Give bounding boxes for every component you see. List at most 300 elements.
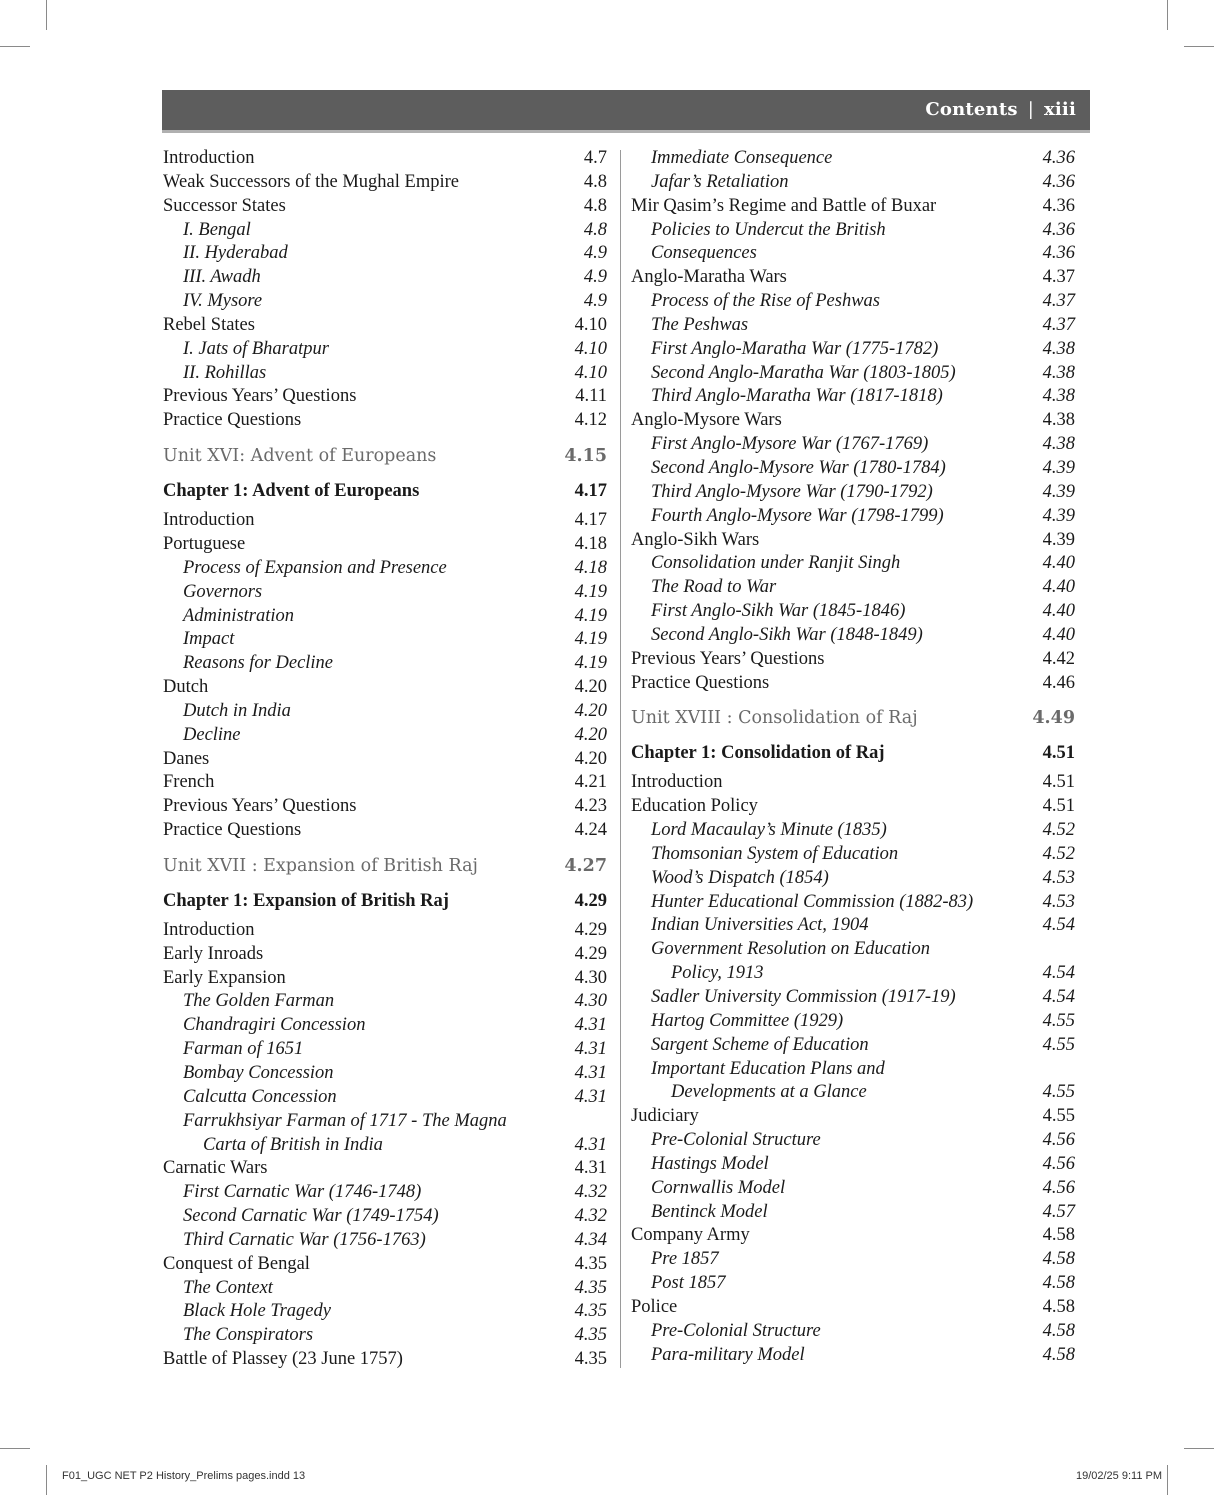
- toc-entry-page: 4.23: [574, 796, 607, 817]
- toc-entry: [163, 943, 607, 967]
- toc-entry-page: 4.35: [574, 1349, 607, 1370]
- toc-entry-page: 4.54: [1042, 987, 1075, 1007]
- toc-entry: [163, 967, 607, 991]
- toc-entry-title: II. Rohillas: [183, 362, 267, 383]
- toc-entry: [163, 795, 607, 819]
- toc-entry-page: 4.54: [1042, 963, 1075, 984]
- toc-entry-title: I. Bengal: [183, 219, 251, 240]
- toc-entry-page: 4.20: [574, 748, 607, 769]
- toc-entry-title: Cornwallis Model: [651, 1177, 786, 1198]
- toc-entry-title: Introduction: [163, 919, 255, 940]
- toc-entry: [631, 962, 1075, 986]
- header-title: Contents: [925, 99, 1018, 120]
- toc-entry-page: 4.36: [1042, 195, 1075, 216]
- toc-entry-page: 4.35: [574, 1277, 607, 1298]
- toc-entry-page: 4.8: [583, 195, 607, 216]
- toc-entry: [631, 819, 1075, 843]
- toc-entry-page: 4.40: [1042, 601, 1075, 622]
- toc-entry: [163, 1205, 607, 1229]
- toc-entry: [631, 914, 1075, 938]
- toc-entry-title: Conquest of Bengal: [163, 1253, 310, 1274]
- toc-entry-title: Company Army: [631, 1225, 750, 1246]
- toc-entry-page: 4.58: [1042, 1344, 1075, 1365]
- toc-entry-title: Jafar’s Retaliation: [651, 171, 789, 192]
- crop-mark: [1184, 1448, 1214, 1449]
- header-separator: |: [1027, 99, 1034, 120]
- toc-entry-page: 4.37: [1042, 314, 1075, 335]
- toc-entry-page: 4.55: [1042, 1034, 1075, 1055]
- toc-entry: [631, 576, 1075, 600]
- toc-entry-title: Thomsonian System of Education: [651, 843, 899, 864]
- toc-entry: [631, 1177, 1075, 1201]
- toc-entry-page: 4.18: [574, 557, 607, 578]
- toc-entry-page: 4.20: [574, 700, 607, 721]
- toc-entry: [163, 1062, 607, 1086]
- toc-entry: [631, 1034, 1075, 1058]
- toc-entry: [163, 724, 607, 748]
- toc-entry: [631, 1296, 1075, 1320]
- toc-entry-page: 4.52: [1042, 820, 1075, 841]
- toc-entry-title: Farman of 1651: [183, 1039, 304, 1060]
- toc-entry-title: Second Carnatic War (1749-1754): [183, 1206, 439, 1227]
- toc-entry: [163, 362, 607, 386]
- toc-entry-title: Hartog Committee (1929): [651, 1010, 844, 1031]
- toc-entry: [631, 1320, 1075, 1344]
- toc-entry-title: First Anglo-Sikh War (1845-1846): [651, 601, 906, 622]
- toc-entry-page: 4.30: [574, 991, 607, 1012]
- header-page-number: xiii: [1043, 99, 1076, 120]
- toc-entry-title: Carnatic Wars: [163, 1158, 268, 1179]
- toc-entry-page: 4.58: [1042, 1320, 1075, 1341]
- toc-entry-title: Pre 1857: [651, 1249, 719, 1270]
- toc-entry-title: Third Anglo-Mysore War (1790-1792): [651, 481, 933, 502]
- toc-entry-title: Hastings Model: [651, 1153, 769, 1174]
- toc-entry-title: Second Anglo-Mysore War (1780-1784): [651, 457, 946, 478]
- crop-mark: [0, 46, 30, 47]
- toc-entry-title: Indian Universities Act, 1904: [651, 915, 869, 936]
- toc-entry: [163, 676, 607, 700]
- toc-entry-title: Farrukhsiyar Farman of 1717 - The Magna: [183, 1110, 507, 1131]
- toc-entry: [631, 1129, 1075, 1153]
- toc-entry-page: 4.31: [574, 1039, 607, 1060]
- toc-entry-page: 4.38: [1042, 338, 1075, 359]
- toc-entry-title: III. Awadh: [183, 267, 261, 288]
- toc-entry-title: Practice Questions: [631, 672, 770, 693]
- toc-entry-page: 4.40: [1042, 624, 1075, 645]
- toc-entry-page: 4.30: [574, 967, 607, 988]
- toc-entry: [163, 581, 607, 605]
- toc-entry-page: 4.9: [583, 291, 607, 312]
- toc-entry-page: 4.8: [583, 171, 607, 192]
- toc-entry-page: 4.20: [574, 677, 607, 698]
- toc-entry-page: 4.36: [1042, 219, 1075, 240]
- toc-entry-page: 4.19: [574, 653, 607, 674]
- toc-entry-page: 4.39: [1042, 529, 1075, 550]
- toc-entry-title: The Conspirators: [183, 1325, 314, 1346]
- toc-entry-title: First Anglo-Maratha War (1775-1782): [651, 338, 939, 359]
- toc-entry-page: 4.56: [1042, 1153, 1075, 1174]
- toc-entry-title: French: [163, 772, 215, 793]
- toc-entry-title: Weak Successors of the Mughal Empire: [163, 171, 459, 192]
- toc-entry: [631, 1153, 1075, 1177]
- toc-entry-page: 4.38: [1042, 410, 1075, 431]
- toc-entry-page: 4.52: [1042, 843, 1075, 864]
- toc-entry: [631, 362, 1075, 386]
- toc-entry-page: 4.38: [1042, 386, 1075, 407]
- toc-entry-page: 4.55: [1042, 1106, 1075, 1127]
- toc-entry: [631, 529, 1075, 553]
- toc-entry-page: 4.31: [574, 1086, 607, 1107]
- toc-entry-title: Anglo-Sikh Wars: [631, 529, 760, 550]
- toc-entry-page: 4.53: [1042, 867, 1075, 888]
- toc-entry-page: 4.17: [574, 481, 607, 502]
- toc-entry: [631, 843, 1075, 867]
- toc-entry-title: First Anglo-Mysore War (1767-1769): [651, 434, 929, 455]
- toc-entry: [631, 171, 1075, 195]
- toc-entry-title: Sargent Scheme of Education: [651, 1034, 869, 1055]
- toc-entry-title: Reasons for Decline: [183, 653, 334, 674]
- toc-entry-title: Calcutta Concession: [183, 1086, 337, 1107]
- crop-mark: [46, 1465, 47, 1495]
- toc-entry-page: 4.40: [1042, 577, 1075, 598]
- toc-entry: [163, 1277, 607, 1301]
- toc-entry-page: 4.36: [1042, 148, 1075, 168]
- toc-entry-title: II. Hyderabad: [183, 243, 288, 264]
- toc-entry-title: Previous Years’ Questions: [163, 386, 357, 407]
- toc-entry-page: 4.32: [574, 1182, 607, 1203]
- toc-entry-title: IV. Mysore: [183, 291, 263, 312]
- toc-entry: [631, 1272, 1075, 1296]
- toc-entry-title: Lord Macaulay’s Minute (1835): [651, 820, 887, 841]
- toc-entry: [631, 147, 1075, 171]
- toc-entry-title: The Context: [183, 1277, 273, 1298]
- toc-entry: [163, 652, 607, 676]
- toc-entry: [631, 771, 1075, 795]
- toc-entry-title: Governors: [183, 581, 263, 602]
- toc-entry-page: 4.12: [574, 410, 607, 431]
- toc-entry-page: 4.57: [1042, 1201, 1075, 1222]
- toc-entry-page: 4.58: [1042, 1249, 1075, 1270]
- toc-entry-title: Judiciary: [631, 1106, 699, 1127]
- toc-entry-page: 4.31: [574, 1134, 607, 1155]
- toc-entry: [163, 1253, 607, 1277]
- toc-entry: [631, 1081, 1075, 1105]
- toc-entry: [631, 1105, 1075, 1129]
- toc-entry-title: First Carnatic War (1746-1748): [183, 1182, 422, 1203]
- toc-entry-title: Early Expansion: [163, 967, 286, 988]
- toc-entry: [631, 219, 1075, 243]
- toc-entry: [163, 1110, 607, 1134]
- toc-entry-title: Policies to Undercut the British: [651, 219, 886, 240]
- toc-entry-page: 4.58: [1042, 1273, 1075, 1294]
- toc-entry: [631, 242, 1075, 266]
- toc-entry-page: 4.31: [574, 1015, 607, 1036]
- toc-entry: [631, 1224, 1075, 1248]
- toc-entry-page: 4.9: [583, 267, 607, 288]
- toc-entry-page: 4.38: [1042, 362, 1075, 383]
- toc-entry-title: Anglo-Mysore Wars: [631, 410, 782, 431]
- toc-entry-title: Unit XVIII : Consolidation of Raj: [631, 708, 918, 729]
- toc-entry-title: Black Hole Tragedy: [183, 1301, 331, 1322]
- toc-entry: [631, 795, 1075, 819]
- toc-entry-title: Consequences: [651, 243, 757, 264]
- toc-entry-title: Previous Years’ Questions: [631, 648, 825, 669]
- toc-entry-page: 4.29: [574, 943, 607, 964]
- toc-entry-page: 4.21: [574, 772, 607, 793]
- toc-entry-page: 4.58: [1042, 1296, 1075, 1317]
- toc-entry-title: Chapter 1: Consolidation of Raj: [631, 743, 885, 764]
- toc-entry-page: 4.42: [1042, 648, 1075, 669]
- toc-entry: [163, 1181, 607, 1205]
- toc-entry-title: Important Education Plans and: [651, 1058, 885, 1079]
- crop-mark: [0, 1448, 30, 1449]
- toc-entry-title: Pre-Colonial Structure: [651, 1130, 821, 1151]
- toc-entry-page: 4.19: [574, 629, 607, 650]
- toc-entry: [631, 409, 1075, 433]
- toc-entry: [163, 266, 607, 290]
- toc-entry: [163, 1229, 607, 1253]
- toc-entry-title: Sadler University Commission (1917-19): [651, 987, 956, 1007]
- toc-entry: [163, 605, 607, 629]
- toc-entry: [631, 314, 1075, 338]
- toc-entry-title: Bentinck Model: [651, 1201, 768, 1222]
- toc-entry-page: 4.36: [1042, 171, 1075, 192]
- toc-entry: [631, 552, 1075, 576]
- footer-file-name: F01_UGC NET P2 History_Prelims pages.indd 13: [62, 1470, 306, 1482]
- toc-entry: [163, 771, 607, 795]
- toc-entry-title: Introduction: [631, 772, 723, 793]
- toc-entry: [631, 505, 1075, 529]
- toc-entry-title: Process of the Rise of Peshwas: [651, 291, 880, 312]
- toc-entry: [163, 1086, 607, 1110]
- footer-timestamp: 19/02/25 9:11 PM: [1075, 1470, 1162, 1482]
- toc-entry-title: Para-military Model: [651, 1344, 805, 1365]
- toc-entry-title: Wood’s Dispatch (1854): [651, 867, 829, 888]
- toc-entry: [631, 867, 1075, 891]
- toc-entry: [631, 290, 1075, 314]
- unit-heading: [631, 701, 1075, 736]
- toc-entry: [163, 509, 607, 533]
- toc-entry: [163, 195, 607, 219]
- toc-entry-page: 4.55: [1042, 1010, 1075, 1031]
- toc-entry-page: 4.11: [575, 386, 607, 407]
- toc-entry-page: 4.38: [1042, 434, 1075, 455]
- toc-entry: [631, 624, 1075, 648]
- toc-entry-title: Chandragiri Concession: [183, 1015, 366, 1036]
- header-text: [925, 99, 1076, 120]
- toc-entry-title: Dutch in India: [183, 700, 291, 721]
- toc-entry-title: Second Anglo-Maratha War (1803-1805): [651, 362, 956, 383]
- crop-mark: [1184, 46, 1214, 47]
- toc-entry-title: Post 1857: [651, 1273, 726, 1294]
- toc-entry-title: The Golden Farman: [183, 991, 335, 1012]
- toc-entry-title: Introduction: [163, 510, 255, 531]
- toc-entry: [631, 195, 1075, 219]
- toc-entry: [631, 481, 1075, 505]
- toc-entry-title: Unit XVII : Expansion of British Raj: [163, 855, 478, 876]
- toc-entry-page: 4.7: [583, 148, 607, 168]
- toc-entry-page: 4.55: [1042, 1082, 1075, 1103]
- toc-entry-page: 4.19: [574, 605, 607, 626]
- toc-entry-title: Process of Expansion and Presence: [183, 557, 447, 578]
- toc-entry: [163, 557, 607, 581]
- chapter-heading: [631, 736, 1075, 771]
- toc-entry: [163, 1157, 607, 1181]
- toc-entry-title: Decline: [183, 724, 241, 745]
- toc-entry-title: Successor States: [163, 195, 286, 216]
- toc-entry-page: 4.10: [574, 338, 607, 359]
- toc-entry-title: Battle of Plassey (23 June 1757): [163, 1349, 403, 1370]
- toc-entry: [163, 533, 607, 557]
- toc-entry-title: Immediate Consequence: [651, 148, 833, 168]
- toc-entry-title: Portuguese: [163, 533, 246, 554]
- toc-entry: [631, 648, 1075, 672]
- toc-entry: [163, 1348, 607, 1372]
- crop-mark: [1167, 1465, 1168, 1495]
- toc-entry-page: 4.53: [1042, 891, 1075, 912]
- running-header: [162, 90, 1090, 133]
- toc-entry-title: Unit XVI: Advent of Europeans: [163, 446, 437, 467]
- toc-entry: [163, 171, 607, 195]
- toc-entry-page: 4.34: [574, 1229, 607, 1250]
- toc-entry-title: Policy, 1913: [671, 963, 764, 984]
- toc-entry: [631, 600, 1075, 624]
- toc-entry: [631, 1010, 1075, 1034]
- toc-entry-page: 4.56: [1042, 1130, 1075, 1151]
- toc-entry-page: 4.51: [1042, 796, 1075, 817]
- toc-entry: [631, 1201, 1075, 1225]
- crop-mark: [46, 0, 47, 30]
- toc-entry-title: Administration: [183, 605, 295, 626]
- toc-entry-page: 4.54: [1042, 915, 1075, 936]
- toc-entry: [163, 1038, 607, 1062]
- toc-entry: [163, 628, 607, 652]
- chapter-heading: [163, 474, 607, 509]
- toc-entry-title: Rebel States: [163, 314, 255, 335]
- toc-entry: [631, 457, 1075, 481]
- toc-entry-title: Chapter 1: Expansion of British Raj: [163, 890, 449, 911]
- column-divider: [620, 150, 621, 1368]
- toc-entry: [163, 700, 607, 724]
- toc-entry-title: Pre-Colonial Structure: [651, 1320, 821, 1341]
- toc-entry-page: 4.17: [574, 510, 607, 531]
- unit-heading: [163, 439, 607, 474]
- toc-entry-title: Dutch: [163, 677, 209, 698]
- toc-entry: [631, 938, 1075, 962]
- toc-entry: [163, 385, 607, 409]
- toc-entry: [163, 748, 607, 772]
- chapter-heading: [163, 884, 607, 919]
- toc-entry-page: 4.27: [564, 855, 607, 876]
- toc-entry-page: 4.10: [574, 362, 607, 383]
- toc-entry-page: 4.20: [574, 724, 607, 745]
- toc-entry-title: Introduction: [163, 148, 255, 168]
- toc-entry-title: Education Policy: [631, 796, 758, 817]
- toc-entry-page: 4.35: [574, 1325, 607, 1346]
- toc-entry: [631, 1344, 1075, 1368]
- toc-entry-title: I. Jats of Bharatpur: [183, 338, 329, 359]
- toc-entry-page: 4.31: [574, 1063, 607, 1083]
- toc-entry: [631, 266, 1075, 290]
- toc-entry-title: Mir Qasim’s Regime and Battle of Buxar: [631, 195, 937, 216]
- toc-entry-title: Second Anglo-Sikh War (1848-1849): [651, 624, 923, 645]
- toc-entry-page: 4.39: [1042, 481, 1075, 502]
- contents-right-column: [631, 147, 1075, 1368]
- toc-entry-title: Bombay Concession: [183, 1063, 334, 1083]
- toc-entry: [163, 242, 607, 266]
- toc-entry-title: Third Carnatic War (1756-1763): [183, 1229, 426, 1250]
- toc-entry-page: 4.32: [574, 1206, 607, 1227]
- toc-entry-page: 4.24: [574, 820, 607, 841]
- unit-heading: [163, 849, 607, 884]
- toc-entry-page: 4.37: [1042, 291, 1075, 312]
- toc-entry: [631, 986, 1075, 1010]
- toc-entry: [631, 1058, 1075, 1082]
- toc-entry-page: 4.31: [574, 1158, 607, 1179]
- toc-entry-title: Developments at a Glance: [671, 1082, 867, 1103]
- toc-entry-page: 4.36: [1042, 243, 1075, 264]
- toc-entry: [631, 891, 1075, 915]
- toc-entry-page: 4.51: [1042, 743, 1075, 764]
- toc-entry-page: 4.40: [1042, 553, 1075, 574]
- toc-entry-title: The Peshwas: [651, 314, 749, 335]
- toc-entry-title: Chapter 1: Advent of Europeans: [163, 481, 420, 502]
- toc-entry: [163, 409, 607, 433]
- toc-entry-page: 4.46: [1042, 672, 1075, 693]
- toc-entry-title: Government Resolution on Education: [651, 939, 930, 960]
- toc-entry-page: 4.29: [574, 919, 607, 940]
- toc-entry: [163, 1324, 607, 1348]
- toc-entry: [631, 338, 1075, 362]
- toc-entry-page: 4.29: [574, 890, 607, 911]
- toc-entry: [631, 385, 1075, 409]
- toc-entry: [163, 919, 607, 943]
- toc-entry: [163, 338, 607, 362]
- toc-entry: [631, 433, 1075, 457]
- toc-entry-title: Previous Years’ Questions: [163, 796, 357, 817]
- toc-entry: [631, 1248, 1075, 1272]
- toc-entry-title: Practice Questions: [163, 820, 302, 841]
- toc-entry-title: Practice Questions: [163, 410, 302, 431]
- toc-entry: [163, 1014, 607, 1038]
- toc-entry-page: 4.49: [1032, 708, 1075, 729]
- toc-entry-page: 4.39: [1042, 457, 1075, 478]
- toc-entry-page: 4.19: [574, 581, 607, 602]
- toc-entry: [163, 819, 607, 843]
- toc-entry-page: 4.8: [583, 219, 607, 240]
- toc-entry-title: Fourth Anglo-Mysore War (1798-1799): [651, 505, 944, 526]
- toc-entry: [163, 314, 607, 338]
- toc-entry-title: Police: [631, 1296, 678, 1317]
- crop-mark: [1167, 0, 1168, 30]
- toc-entry-title: Hunter Educational Commission (1882-83): [651, 891, 974, 912]
- toc-entry: [163, 1134, 607, 1158]
- toc-entry-page: 4.35: [574, 1253, 607, 1274]
- toc-entry-page: 4.39: [1042, 505, 1075, 526]
- toc-entry-title: Impact: [183, 629, 235, 650]
- contents-left-column: [163, 147, 607, 1372]
- toc-entry: [163, 990, 607, 1014]
- toc-entry-title: Danes: [163, 748, 210, 769]
- toc-entry-title: Early Inroads: [163, 943, 264, 964]
- toc-entry-page: 4.58: [1042, 1225, 1075, 1246]
- toc-entry-page: 4.9: [583, 243, 607, 264]
- toc-entry-page: 4.10: [574, 314, 607, 335]
- toc-entry: [163, 1300, 607, 1324]
- toc-entry-page: 4.56: [1042, 1177, 1075, 1198]
- toc-entry-title: Third Anglo-Maratha War (1817-1818): [651, 386, 943, 407]
- toc-entry-title: Consolidation under Ranjit Singh: [651, 553, 901, 574]
